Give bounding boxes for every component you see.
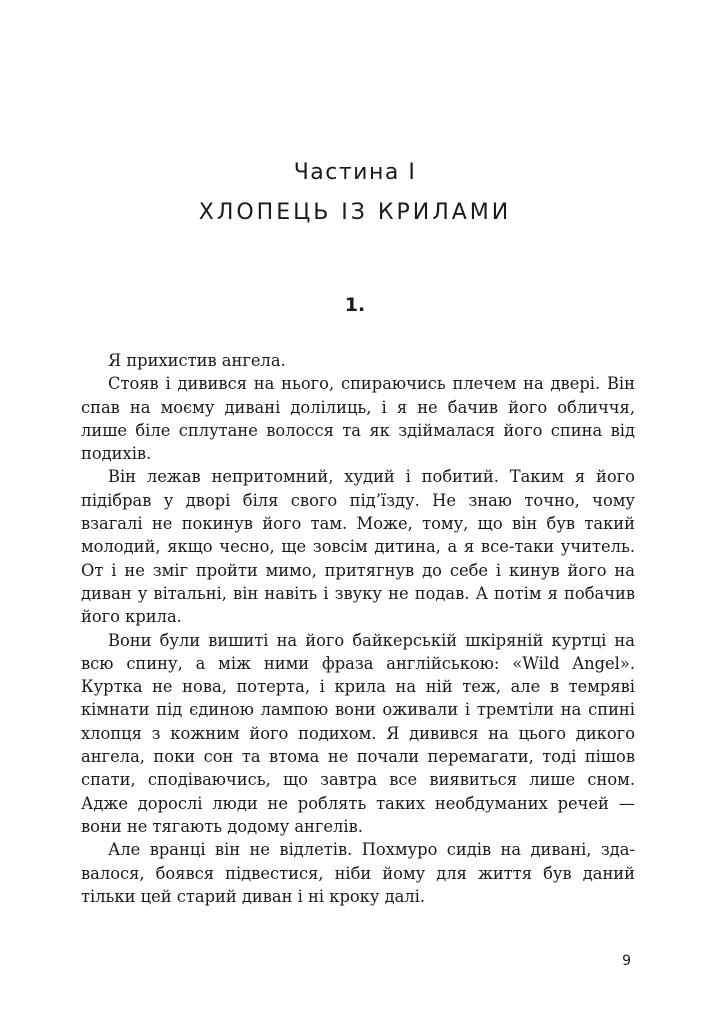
paragraph: Він лежав непритомний, худий і побитий. Таким я його підібрав у дворі біля свого під’їзду. Не знаю точно, чому взагалі не покинув його там. Може, тому, що він був такий молодий, якщо чесно, ще зовсім дитина, а я все-таки учитель. От і не зміг пройти мимо, притягнув до себе і кинув його на диван у вітальні, він навіть і звуку не подав. А потім я побачив його крила.: [81, 467, 635, 627]
paragraph: Але вранці він не відлетів. Похмуро сидів на дивані, здавалося, боявся підвестися, ніби йому для життя був даний тільки цей старий диван і ні кроку далі.: [81, 840, 635, 906]
part-label: Частина І: [293, 160, 417, 185]
paragraph: Вони були вишиті на його байкерській шкіряній куртці на всю спину, а між ними фраза англійською: «Wild Angel». Куртка не нова, потерта, і крила на ній теж, але в темряві кімнати під єдиною лампою вони оживали і тремтіли на спині хлопця з кожним його подихом. Я дивився на цього дикого ангела, поки сон та втома не почали перемагати, тоді пішов спати, сподіваючись, що завтра все виявиться лише сном. Адже дорослі люди не роблять таких необдуманих речей — вони не тягають додому ангелів.: [81, 630, 635, 836]
chapter-body: [81, 349, 635, 908]
paragraph: Стояв і дивився на нього, спираючись плечем на двері. Він спав на моєму дивані долілиць, і я не бачив його обличчя, лише біле сплутане волосся та як здіймалася його спина від подихів.: [81, 374, 635, 464]
chapter-number: 1.: [344, 294, 366, 316]
page-number: 9: [622, 953, 631, 969]
part-title: ХЛОПЕЦЬ ІЗ КРИЛАМИ: [198, 200, 512, 225]
paragraph: Я прихистив ангела.: [108, 351, 286, 370]
